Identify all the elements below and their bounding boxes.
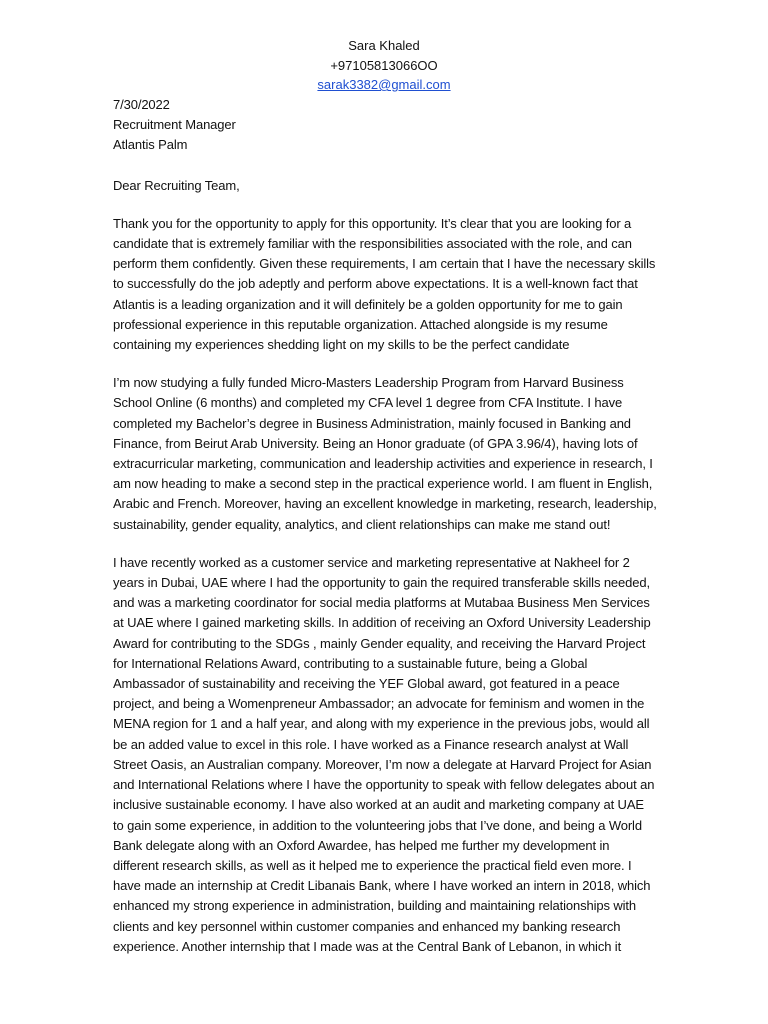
- sender-phone: +97105813066OO: [330, 57, 438, 73]
- letter-header: [0, 36, 768, 95]
- paragraph-experience: I have recently worked as a customer service and marketing representative at Nakheel for 2 years in Dubai, UAE where I had the opportunity to gain the required transferable skills needed, and was a marketing coordinator for social media platforms at Mutabaa Business Men Services at UAE where I gained marketing skills. In addition of receiving an Oxford University Leadership Award for contributing to the SDGs , mainly Gender equality, and receiving the Harvard Project for International Relations Award, contributing to a sustainable future, being a Global Ambassador of sustainability and receiving the YEF Global award, got featured in a peace project, and being a Womenpreneur Ambassador; an advocate for feminism and women in the MENA region for 1 and a half year, and along with my experience in the previous jobs, would all be an added value to excel in this role. I have worked as a Finance research analyst at Wall Street Oasis, an Australian company. Moreover, I’m now a delegate at Harvard Project for Asian and International Relations where I have the opportunity to speak with fellow delegates about an inclusive sustainable economy. I have also worked at an audit and marketing company at UAE to gain some experience, in addition to the volunteering jobs that I’ve done, and being a World Bank delegate along with an Oxford Awardee, has helped me further my development in different research skills, as well as it helped me to experience the practical field even more. I have made an internship at Credit Libanais Bank, where I have worked an intern in 2018, which enhanced my strong experience in administration, building and maintaining relationships with clients and key personnel within customer companies and enhanced my banking research experience. Another internship that I made was at the Central Bank of Lebanon, in which it: [113, 554, 655, 954]
- paragraph-education: I’m now studying a fully funded Micro-Masters Leadership Program from Harvard Business School Online (6 months) and completed my CFA level 1 degree from CFA Institute. I have completed my Bachelor’s degree in Business Administration, mainly focused in Banking and Finance, from Beirut Arab University. Being an Honor graduate (of GPA 3.96/4), having lots of extracurricular marketing, communication and leadership activities and experience in research, I am now heading to make a second step in the practical experience world. I am fluent in English, Arabic and French. Moreover, having an excellent knowledge in marketing, research, leadership, sustainability, gender equality, analytics, and client relationships can make me stand out!: [113, 375, 657, 532]
- recipient-organization: Atlantis Palm: [113, 137, 188, 153]
- letter-body: [113, 95, 658, 957]
- paragraph-intro: Thank you for the opportunity to apply for this opportunity. It’s clear that you are looking for a candidate that is extremely familiar with the responsibilities associated with the role, and can perform them confidently. Given these requirements, I am certain that I have the necessary skills to successfully do the job adeptly and perform above expectations. It is a well-known fact that Atlantis is a leading organization and it will definitely be a golden opportunity for me to gain professional experience in this reputable organization. Attached alongside is my resume containing my experiences shedding light on my skills to be the perfect candidate: [113, 215, 656, 353]
- salutation: Dear Recruiting Team,: [113, 177, 240, 193]
- sender-email-link[interactable]: sarak3382@gmail.com: [317, 77, 451, 92]
- sender-name: Sara Khaled: [348, 38, 420, 53]
- letter-date: 7/30/2022: [113, 97, 170, 112]
- recipient-title: Recruitment Manager: [113, 117, 236, 133]
